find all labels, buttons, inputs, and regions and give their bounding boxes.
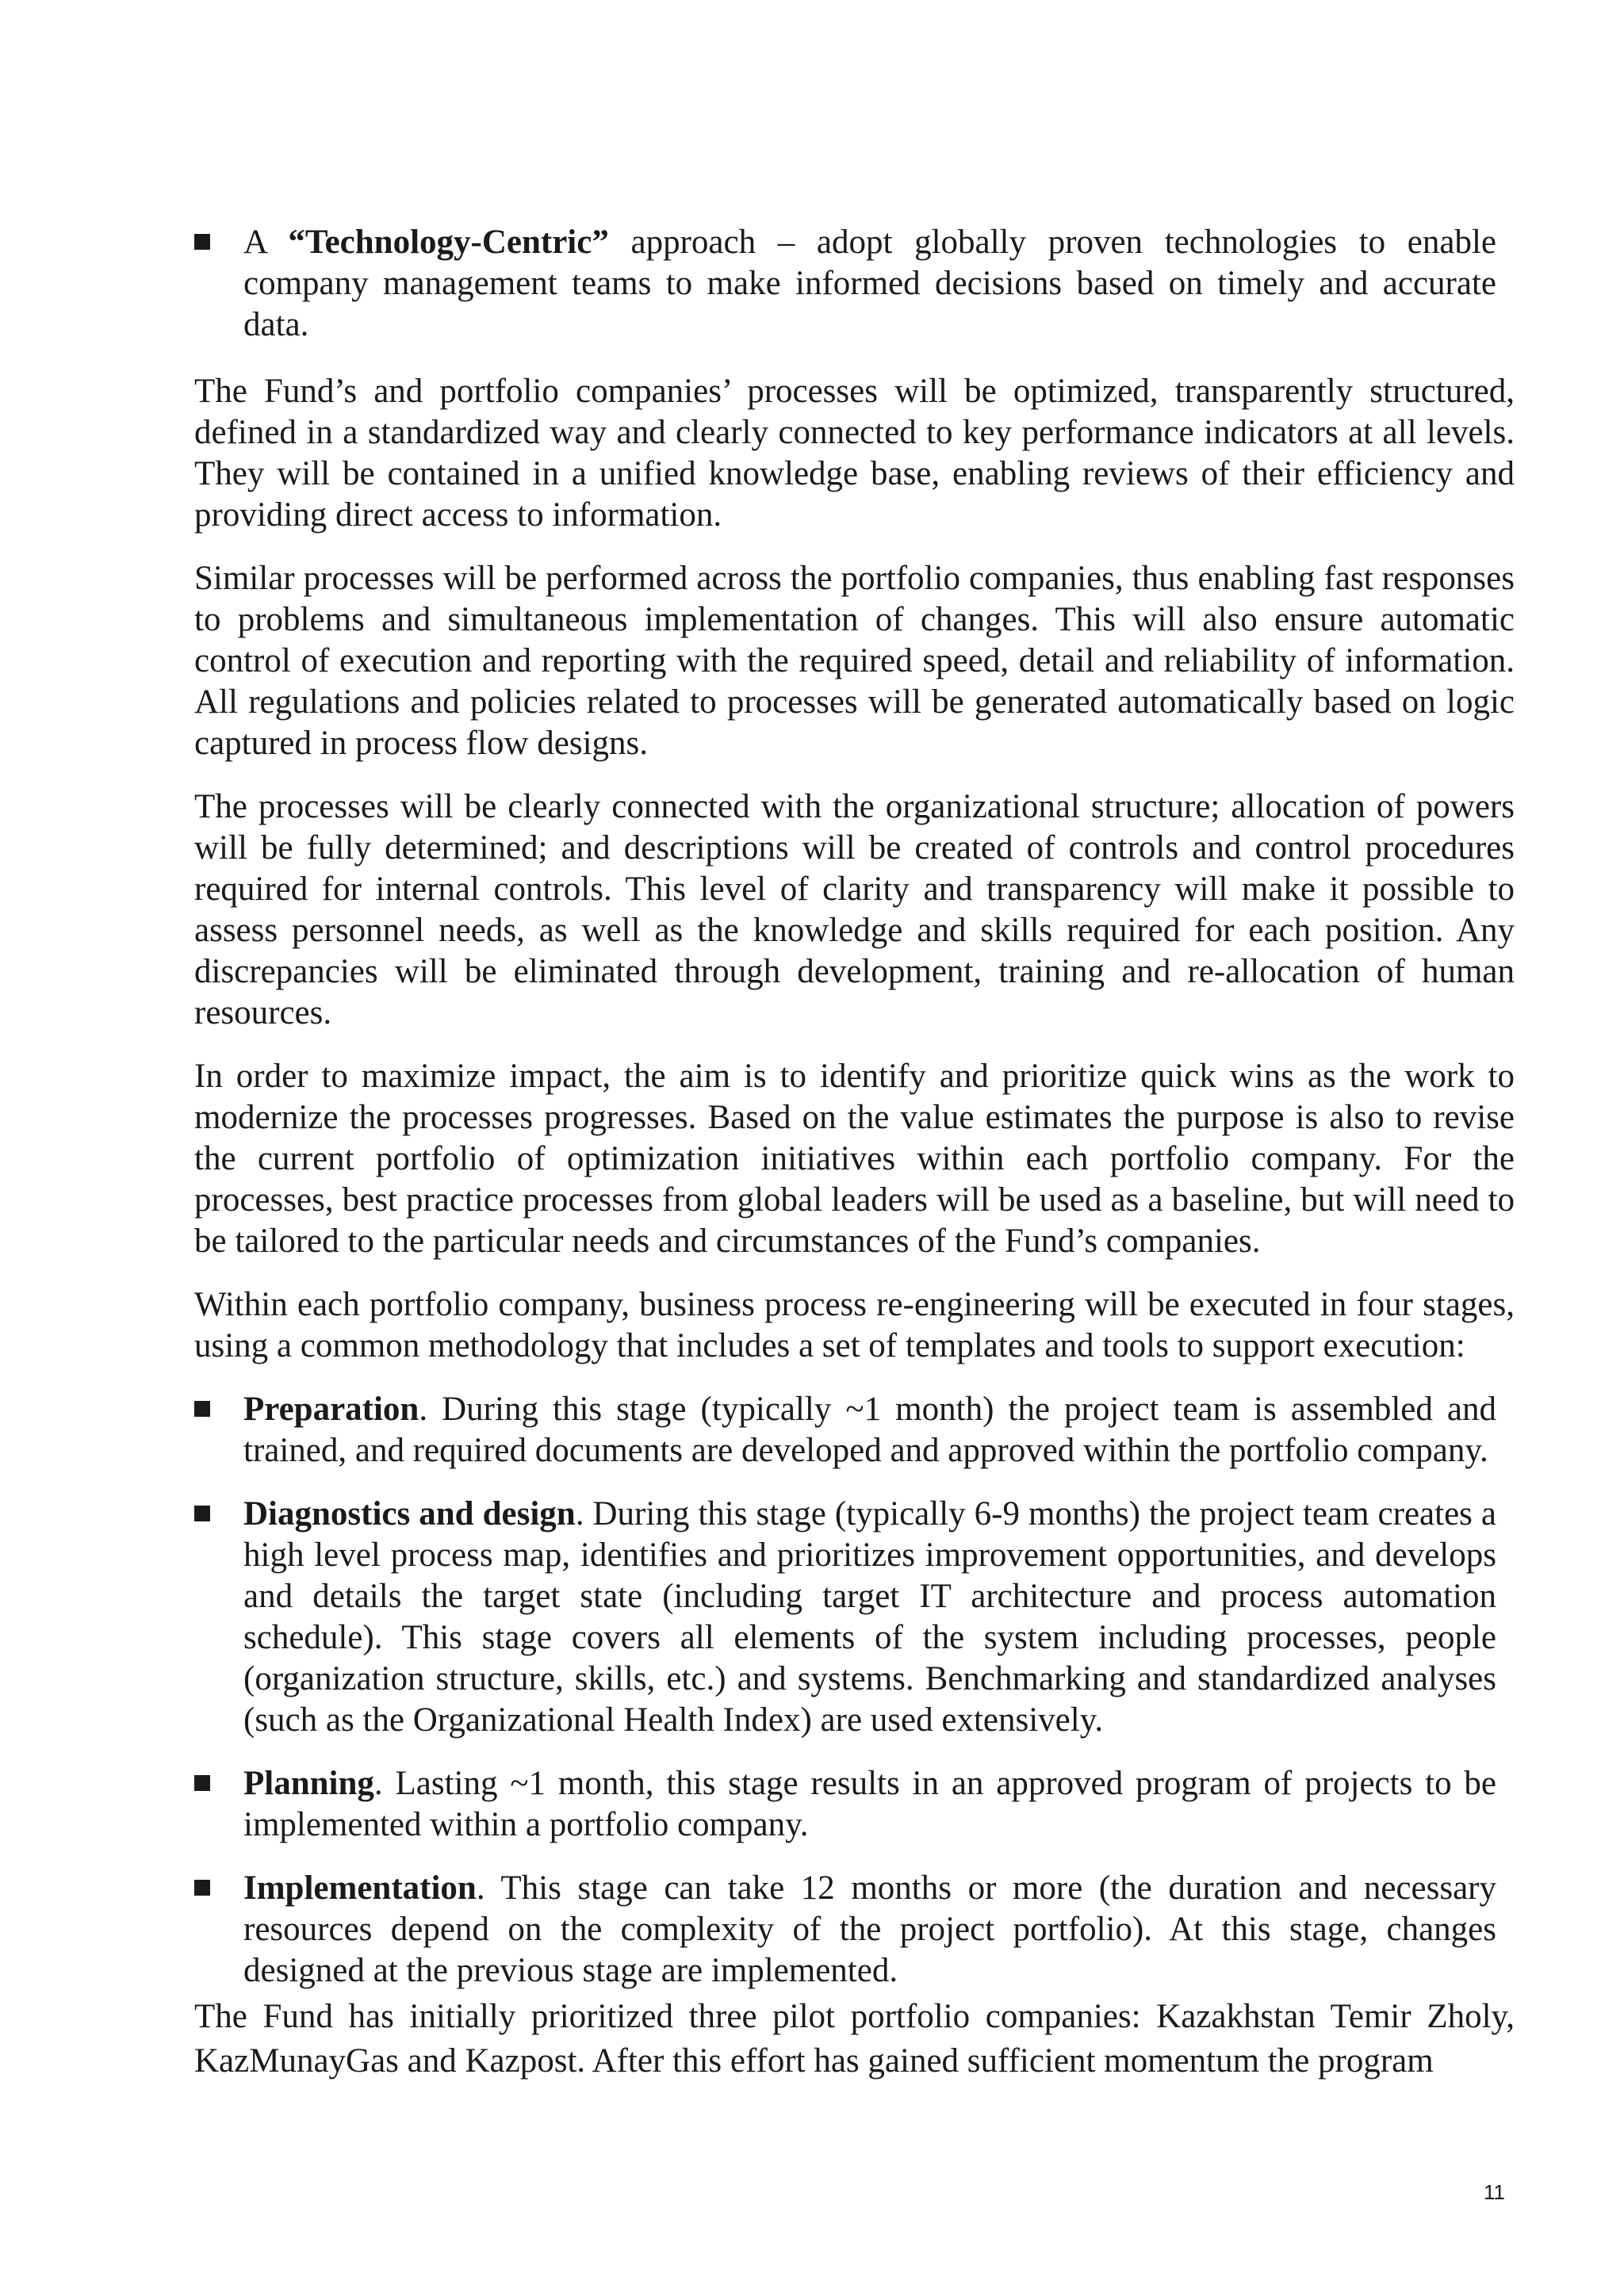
stage-text: . During this stage (typically 6-9 months) the project team creates a high level process map, identifies and prioritizes improvement opportunities, and develops and details the target state (including target IT architecture and process automation schedule). This stage covers all elements of the system including processes, people (organization structure, skills, etc.) and systems. Benchmarking and standardized analyses (such as the Organizational Health Index) are used extensively.: [243, 1495, 1496, 1739]
stage-text: . This stage can take 12 months or more (the duration and necessary resources depend on the complexity of the project portfolio). At this stage, changes designed at the previous stage are implemented.: [243, 1869, 1496, 1989]
bullet-bold-term: “Technology-Centric”: [288, 224, 609, 261]
stage-implementation: [194, 1868, 1496, 1992]
paragraph-similar-processes: Similar processes will be performed across the portfolio companies, thus enabling fast responses to problems and simultaneous implementation of changes. This will also ensure automatic control of execution and reporting with the required speed, detail and reliability of information. All regulations and policies related to processes will be generated automatically based on logic captured in process flow designs.: [194, 560, 1515, 762]
stage-text: . Lasting ~1 month, this stage results in an approved program of projects to be implemented within a portfolio company.: [243, 1765, 1496, 1843]
page-number: 11: [1484, 2180, 1505, 2204]
stage-title: Planning: [243, 1765, 374, 1802]
stage-planning: [194, 1763, 1496, 1846]
stage-preparation: [194, 1389, 1496, 1471]
paragraph-maximize-impact: In order to maximize impact, the aim is to identify and prioritize quick wins as the work to modernize the processes progresses. Based on the value estimates the purpose is also to revise the current portfolio of optimization initiatives within each portfolio company. For the processes, best practice processes from global leaders will be used as a baseline, but will need to be tailored to the particular needs and circumstances of the Fund’s companies.: [194, 1058, 1515, 1260]
paragraph-processes-optimized: The Fund’s and portfolio companies’ processes will be optimized, transparently structured, defined in a standardized way and clearly connected to key performance indicators at all levels. They will be contained in a unified knowledge base, enabling reviews of their efficiency and providing direct access to information.: [194, 373, 1515, 534]
bullet-text: approach – adopt globally proven technologies to enable company management teams to make informed decisions based on timely and accurate data.: [243, 224, 1496, 343]
square-bullet-icon: [194, 1775, 210, 1791]
stage-title: Preparation: [243, 1391, 419, 1428]
paragraph-four-stages: Within each portfolio company, business process re-engineering will be executed in four stages, using a common methodology that includes a set of templates and tools to support execution:: [194, 1286, 1515, 1364]
stage-title: Diagnostics and design: [243, 1495, 576, 1533]
square-bullet-icon: [194, 1880, 210, 1896]
square-bullet-icon: [194, 1506, 210, 1521]
stage-text: . During this stage (typically ~1 month) the project team is assembled and trained, and required documents are developed and approved within the portfolio company.: [243, 1391, 1496, 1469]
paragraph-organizational-structure: The processes will be clearly connected with the organizational structure; allocation of powers will be fully determined; and descriptions will be created of controls and control procedures required for internal controls. This level of clarity and transparency will make it possible to assess personnel needs, as well as the knowledge and skills required for each position. Any discrepancies will be eliminated through development, training and re-allocation of human resources.: [194, 788, 1515, 1031]
square-bullet-icon: [194, 234, 210, 250]
paragraph-pilot-companies: The Fund has initially prioritized three pilot portfolio companies: Kazakhstan Temir Zholy, KazMunayGas and Kazpost. After this effort has gained sufficient momentum the program: [194, 1998, 1515, 2080]
bullet-prefix: A: [243, 224, 289, 261]
square-bullet-icon: [194, 1401, 210, 1417]
stage-title: Implementation: [243, 1869, 477, 1907]
stage-diagnostics-design: [194, 1494, 1496, 1741]
bullet-technology-centric: [194, 222, 1496, 346]
document-page: [194, 222, 1515, 2084]
